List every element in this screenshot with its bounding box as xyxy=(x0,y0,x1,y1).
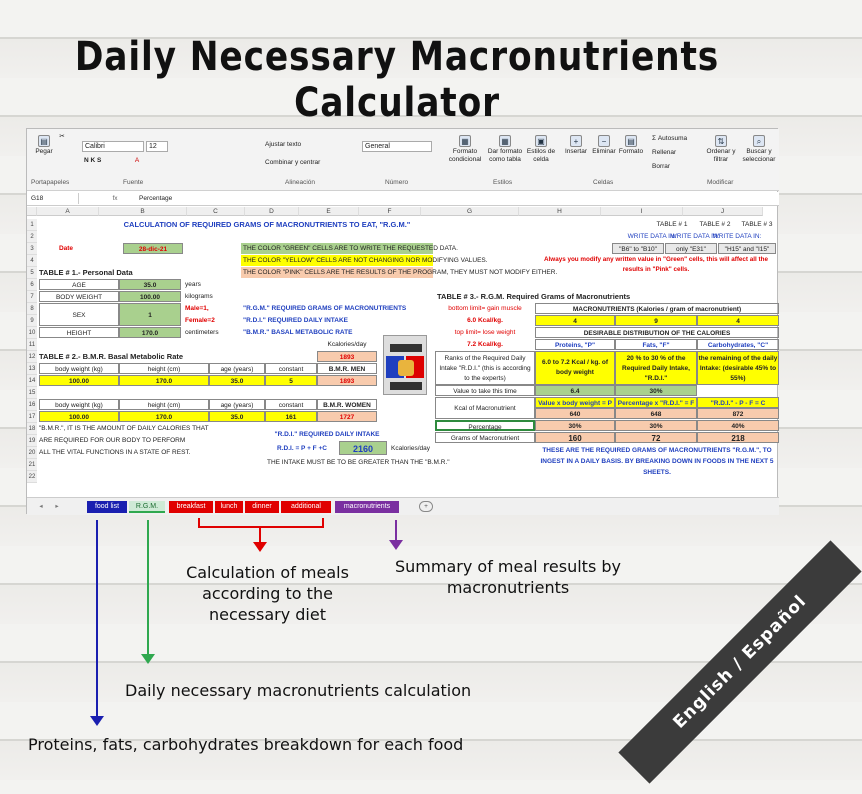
font-size-select[interactable]: 12 xyxy=(146,141,168,152)
write-in-3: WRITE DATA IN: xyxy=(712,233,762,240)
fill-button[interactable]: Rellenar xyxy=(652,149,677,156)
row-header[interactable]: 11 xyxy=(27,339,37,351)
age-label: AGE xyxy=(39,279,119,290)
daily-annotation: Daily necessary macronutrients calculation xyxy=(125,681,472,700)
bmr-women-cell: 100.00 xyxy=(39,411,119,422)
bw-header-men: body weight (kg) xyxy=(39,363,119,374)
cell-styles-label: Estilos de celda xyxy=(526,148,556,163)
sheet-tab[interactable]: macronutrients xyxy=(335,501,399,513)
carbs-header: Carbohydrates, "C" xyxy=(697,339,779,350)
cell-styles-icon: ▣ xyxy=(535,135,547,147)
green-note: THE COLOR "GREEN" CELLS ARE TO WRITE THE REQUESTED DATA. xyxy=(243,245,458,252)
row-header[interactable]: 22 xyxy=(27,471,37,483)
sort-filter-button[interactable] xyxy=(703,135,739,164)
constant-header-men: constant xyxy=(265,363,317,374)
row-header[interactable]: 14 xyxy=(27,375,37,387)
format-button[interactable] xyxy=(618,135,644,156)
find-label: Buscar y seleccionar xyxy=(742,148,776,163)
height-header-women: height (cm) xyxy=(119,399,209,410)
fat-kcal: 648 xyxy=(615,408,697,419)
bmr-men-cell: 5 xyxy=(265,375,317,386)
fat-formula: Percentage x "R.D.I." = F xyxy=(615,397,697,408)
protein-rank: 6.0 to 7.2 Kcal / kg. of body weight xyxy=(535,351,615,385)
protein-kcal: 640 xyxy=(535,408,615,419)
rdi-formula: R.D.I. = P + F +C xyxy=(277,445,327,452)
page-title: Daily Necessary Macronutrients Calculator xyxy=(74,34,720,126)
table3-title: TABLE # 3.- R.G.M. Required Grams of Macronutrients xyxy=(437,292,631,301)
search-icon: ⌕ xyxy=(753,135,765,147)
bmr-men-cell: 170.0 xyxy=(119,375,209,386)
bmr-men-header: B.M.R. MEN xyxy=(317,363,377,374)
format-table-button[interactable] xyxy=(485,135,525,164)
bmr-note-2: ARE REQUIRED FOR OUR BODY TO PERFORM xyxy=(39,437,186,444)
write-in-2: WRITE DATA IN: xyxy=(670,233,720,240)
formula-bar xyxy=(27,192,779,206)
number-group-label: Número xyxy=(385,179,409,186)
column-header[interactable]: D xyxy=(245,207,299,216)
weight-input[interactable]: 100.00 xyxy=(119,291,181,302)
bmr-women-cell: 170.0 xyxy=(119,411,209,422)
worksheet-grid[interactable] xyxy=(27,207,779,497)
row-header[interactable]: 8 xyxy=(27,303,37,315)
kcal-day-label: Kcalories/day xyxy=(327,341,367,348)
insert-icon: + xyxy=(570,135,582,147)
row-header[interactable]: 9 xyxy=(27,315,37,327)
value-take-label: Value to take this time xyxy=(435,385,535,396)
kcal-carb: 4 xyxy=(697,315,779,326)
protein-percentage: 30% xyxy=(535,420,615,431)
age-input[interactable]: 35.0 xyxy=(119,279,181,290)
insert-label: Insertar xyxy=(564,148,588,155)
column-header[interactable]: E xyxy=(299,207,359,216)
rdi-title: "R.D.I." REQUIRED DAILY INTAKE xyxy=(274,431,380,438)
breakdown-annotation: Proteins, fats, carbohydrates breakdown for each food xyxy=(28,735,464,754)
carb-kcal: 872 xyxy=(697,408,779,419)
distribution-header: DESIRABLE DISTRIBUTION OF THE CALORIES xyxy=(535,327,779,338)
row-header[interactable]: 12 xyxy=(27,351,37,363)
rdi-note: THE INTAKE MUST BE TO BE GREATER THAN THE "B.M.R." xyxy=(267,459,450,466)
bmr-men-cell: 1893 xyxy=(317,375,377,386)
always-note: Always you modify any written value in "Green" cells, this will affect all the results in "Pink" cells. xyxy=(544,256,768,273)
arrow-down-icon xyxy=(389,540,403,550)
sheet-tab[interactable]: food list xyxy=(87,501,127,513)
meals-bracket-left xyxy=(198,518,200,528)
row-header[interactable]: 18 xyxy=(27,423,37,435)
editing-group-label: Modificar xyxy=(707,179,734,186)
function-icon[interactable]: fx xyxy=(112,195,118,202)
bmr-women-cell: 161 xyxy=(265,411,317,422)
scroll-left-icon[interactable]: ◂ xyxy=(39,503,43,510)
bmr-men-cell: 35.0 xyxy=(209,375,265,386)
autosum-button[interactable]: Σ Autosuma xyxy=(652,135,688,142)
cells-group-label: Celdas xyxy=(593,179,614,186)
food-list-connector xyxy=(96,520,98,720)
paste-icon: ▤ xyxy=(38,135,50,147)
wrap-text-button[interactable]: Ajustar texto xyxy=(265,141,302,148)
row-header[interactable]: 6 xyxy=(27,279,37,291)
carb-rank: the remaining of the daily Intake: (desirable 45% to 55%) xyxy=(697,351,779,385)
rdi-input[interactable]: 2160 xyxy=(339,441,387,455)
table1-header: TABLE # 1 xyxy=(656,221,688,228)
insert-button[interactable] xyxy=(562,135,590,156)
column-header[interactable]: I xyxy=(601,207,683,216)
row-header[interactable]: 4 xyxy=(27,255,37,267)
column-header[interactable]: H xyxy=(519,207,601,216)
sheet-tab[interactable]: additional xyxy=(281,501,331,513)
gain-value: 6.0 Kcal/kg. xyxy=(467,317,503,324)
male-code: Male=1, xyxy=(185,305,209,312)
age-header-women: age (years) xyxy=(209,399,265,410)
bmr-note-1: "B.M.R.", IT IS THE AMOUNT OF DAILY CALORIES THAT xyxy=(39,425,209,432)
write-range-3: "H15" and "I15" xyxy=(718,243,776,254)
paste-label: Pegar xyxy=(35,148,53,155)
bmr-legend: "B.M.R." BASAL METABOLIC RATE xyxy=(243,329,353,336)
protein-grams: 160 xyxy=(535,432,615,443)
sheet-tab[interactable]: breakfast xyxy=(169,501,213,513)
bw-header-women: body weight (kg) xyxy=(39,399,119,410)
proteins-header: Proteins, "P" xyxy=(535,339,615,350)
ranks-label: Ranks of the Required Daily Intake "R.D.I." (this is according to the experts) xyxy=(435,351,535,385)
sheet-tab[interactable]: R.G.M. xyxy=(129,501,165,513)
arrow-down-icon xyxy=(90,716,104,726)
column-header[interactable]: B xyxy=(99,207,187,216)
name-box[interactable]: G18 xyxy=(29,193,79,204)
age-header-men: age (years) xyxy=(209,363,265,374)
macros-connector xyxy=(395,520,397,542)
protein-value-input[interactable]: 6.4 xyxy=(535,385,615,396)
conditional-format-button[interactable] xyxy=(445,135,485,164)
sort-label: Ordenar y filtrar xyxy=(706,148,736,163)
row-header[interactable]: 20 xyxy=(27,447,37,459)
height-label: HEIGHT xyxy=(39,327,119,338)
meals-bracket-right xyxy=(322,518,324,528)
protein-formula: Value x body weight = P xyxy=(535,397,615,408)
sheet-tab[interactable]: lunch xyxy=(215,501,243,513)
kcal-macro-label: Kcal of Macronutrient xyxy=(435,397,535,419)
ribbon xyxy=(27,129,779,191)
bmr-result: 1893 xyxy=(317,351,377,362)
row-header[interactable]: 7 xyxy=(27,291,37,303)
sex-label: SEX xyxy=(39,303,119,326)
carb-formula: "R.D.I." - P - F = C xyxy=(697,397,779,408)
row-header[interactable]: 13 xyxy=(27,363,37,375)
font-name-select[interactable]: Calibri xyxy=(82,141,144,152)
female-code: Female=2 xyxy=(185,317,215,324)
bmr-note-3: ALL THE VITAL FUNCTIONS IN A STATE OF REST. xyxy=(39,449,191,456)
meals-annotation: Calculation of meals according to the necessary diet xyxy=(186,563,349,624)
scale-logo-icon xyxy=(383,335,427,395)
write-in-1: WRITE DATA IN: xyxy=(627,233,677,240)
styles-group-label: Estilos xyxy=(493,179,513,186)
delete-icon: − xyxy=(598,135,610,147)
delete-button[interactable] xyxy=(590,135,618,156)
row-header[interactable]: 1 xyxy=(27,219,37,231)
rdi-legend: "R.D.I." REQUIRED DAILY INTAKE xyxy=(243,317,348,324)
add-sheet-icon[interactable]: + xyxy=(419,501,433,512)
format-label: Formato xyxy=(618,148,644,155)
bmr-men-cell: 100.00 xyxy=(39,375,119,386)
height-header-men: height (cm) xyxy=(119,363,209,374)
cut-icon[interactable]: ✂ xyxy=(59,133,65,140)
arrow-down-icon xyxy=(141,654,155,664)
column-header[interactable]: A xyxy=(37,207,99,216)
merge-center-button[interactable]: Combinar y centrar xyxy=(265,159,321,166)
conditional-format-label: Formato condicional xyxy=(448,148,482,163)
row-header[interactable]: 10 xyxy=(27,327,37,339)
number-format-select[interactable]: General xyxy=(362,141,432,152)
gain-limit: bottom limit= gain muscle xyxy=(448,305,522,312)
column-header[interactable]: J xyxy=(683,207,763,216)
row-header[interactable]: 21 xyxy=(27,459,37,471)
column-header[interactable]: F xyxy=(359,207,421,216)
kcal-protein: 4 xyxy=(535,315,615,326)
yellow-note: THE COLOR "YELLOW" CELLS ARE NOT CHANGING NOR MODIFYING VALUES. xyxy=(243,257,488,264)
font-group-label: Fuente xyxy=(123,179,144,186)
fats-header: Fats, "F" xyxy=(615,339,697,350)
clipboard-group-label: Portapapeles xyxy=(31,179,70,186)
fat-value-input[interactable]: 30% xyxy=(615,385,697,396)
conditional-format-icon: ▦ xyxy=(459,135,471,147)
find-select-button[interactable] xyxy=(739,135,779,164)
lose-value: 7.2 Kcal/kg. xyxy=(467,341,503,348)
write-range-2: only "E31" xyxy=(665,243,717,254)
summary-annotation: Summary of meal results by macronutrients xyxy=(395,557,621,597)
macronutrients-header: MACRONUTRIENTS (Kalories / gram of macronutrient) xyxy=(535,303,779,314)
column-header[interactable]: C xyxy=(187,207,245,216)
grams-label: Grams of Macronutrient xyxy=(435,432,535,443)
row-header[interactable]: 17 xyxy=(27,411,37,423)
age-unit: years xyxy=(185,281,201,288)
fat-rank: 20 % to 30 % of the Required Daily Intake, "R.D.I." xyxy=(615,351,697,385)
format-table-label: Dar formato como tabla xyxy=(487,148,523,163)
paste-button[interactable] xyxy=(31,135,57,156)
cell-styles-button[interactable] xyxy=(525,135,557,164)
weight-label: BODY WEIGHT xyxy=(39,291,119,302)
write-range-1: "B6" to "B10" xyxy=(612,243,664,254)
language-banner: English / Español xyxy=(618,540,861,783)
autosum-label: Autosuma xyxy=(657,135,688,142)
font-color-icon[interactable]: A xyxy=(134,157,140,164)
row-header[interactable]: 15 xyxy=(27,387,37,399)
constant-header-women: constant xyxy=(265,399,317,410)
table3-header: TABLE # 3 xyxy=(741,221,773,228)
row-header[interactable]: 3 xyxy=(27,243,37,255)
fat-grams: 72 xyxy=(615,432,697,443)
rdi-unit: Kcalories/day xyxy=(391,445,431,452)
spreadsheet-window xyxy=(26,128,778,514)
alignment-group-label: Alineación xyxy=(285,179,315,186)
kcal-fat: 9 xyxy=(615,315,697,326)
sort-icon: ⇅ xyxy=(715,135,727,147)
percentage-label[interactable]: Percentage xyxy=(435,420,535,431)
bold-italic-underline-buttons[interactable]: N K S xyxy=(84,157,102,164)
fat-percentage: 30% xyxy=(615,420,697,431)
sheet-tabs xyxy=(27,497,779,515)
lose-limit: top limit= lose weight xyxy=(454,329,516,336)
height-unit: centimeters xyxy=(185,329,219,336)
date-label: Date xyxy=(58,245,74,252)
formula-input[interactable]: Percentage xyxy=(139,195,173,202)
clear-button[interactable]: Borrar xyxy=(652,163,671,170)
column-header[interactable]: G xyxy=(421,207,519,216)
delete-label: Eliminar xyxy=(592,148,616,155)
table1-title: TABLE # 1.- Personal Data xyxy=(39,268,133,277)
carb-grams: 218 xyxy=(697,432,779,443)
table-icon: ▦ xyxy=(499,135,511,147)
row-header[interactable]: 19 xyxy=(27,435,37,447)
summary-note: THESE ARE THE REQUIRED GRAMS OF MACRONUTRIENTS "R.G.M.", TO INGEST IN A DAILY BASIS. BY BREAKING DOWN IN FOODS IN THE NEXT 5 SHEETS. xyxy=(540,447,774,476)
table2-title: TABLE # 2.- B.M.R. Basal Metabolic Rate xyxy=(39,352,184,361)
row-header[interactable]: 2 xyxy=(27,231,37,243)
arrow-down-icon xyxy=(253,542,267,552)
bmr-women-header: B.M.R. WOMEN xyxy=(317,399,377,410)
rgm-legend: "R.G.M." REQUIRED GRAMS OF MACRONUTRIENTS xyxy=(243,305,407,312)
weight-unit: kilograms xyxy=(185,293,213,300)
height-input[interactable]: 170.0 xyxy=(119,327,181,338)
meals-bracket xyxy=(198,526,324,528)
format-icon: ▤ xyxy=(625,135,637,147)
bmr-women-cell: 1727 xyxy=(317,411,377,422)
rgm-connector xyxy=(147,520,149,656)
sheet-main-title: CALCULATION OF REQUIRED GRAMS OF MACRONUTRIENTS TO EAT, "R.G.M." xyxy=(123,220,411,229)
table2-header: TABLE # 2 xyxy=(699,221,731,228)
row-header[interactable]: 5 xyxy=(27,267,37,279)
select-all-corner[interactable] xyxy=(27,207,37,216)
carb-percentage: 40% xyxy=(697,420,779,431)
bmr-women-cell: 35.0 xyxy=(209,411,265,422)
row-header[interactable]: 16 xyxy=(27,399,37,411)
pink-note: THE COLOR "PINK" CELLS ARE THE RESULTS OF THE PROGRAM, THEY MUST NOT MODIFY EITHER. xyxy=(243,269,558,276)
sex-input[interactable]: 1 xyxy=(119,303,181,326)
date-input[interactable]: 28-dic-21 xyxy=(123,243,183,254)
sheet-tab[interactable]: dinner xyxy=(245,501,279,513)
scroll-right-icon[interactable]: ▸ xyxy=(55,503,59,510)
